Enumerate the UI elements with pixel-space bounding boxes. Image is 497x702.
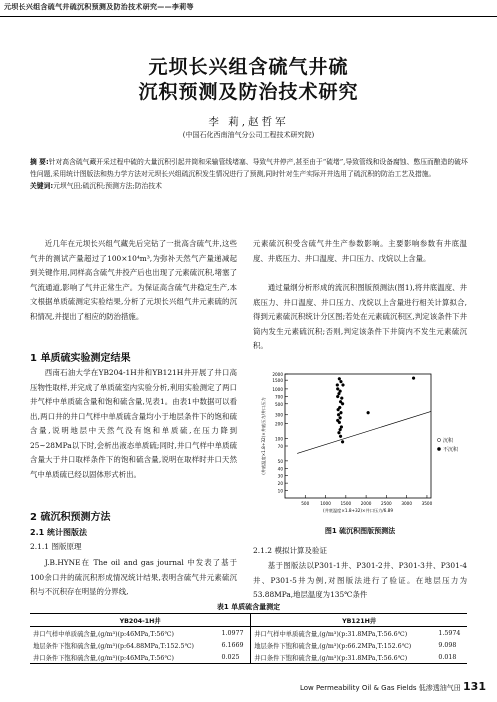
table-header-row [30,614,467,627]
title-line-1: 元坝长兴组含硫气井硫 [148,56,349,78]
x-tick-label: 2000 [360,501,372,506]
right-paragraph-1: 元素硫沉积受含硫气井生产参数影响。主要影响参数有井底温度、井底压力、井口温度、井口压力、戊烷以上含量。 [253,239,467,263]
table-cell: 井口气样中单质硫含量,(g/m³)(p:46MPa,T:56℃) [33,630,174,638]
data-point [337,408,340,411]
y-tick-label: 200 [275,421,283,427]
right-paragraph-3: 基于图版法以P301-1井、P301-2井、P301-3井、P301-4井、P301-5井为例,对图版法进行了验证。在地层压力为53.88MPa,地层温度为135℃条件 [253,561,467,599]
table-cell: 地层条件下饱和硫含量,(g/m³)(p:66.2MPa,T:152.6℃) [251,639,436,651]
y-tick-label: 20 [277,481,283,487]
y-tick-label: 300 [275,412,283,418]
data-point [338,431,341,434]
x-tick-label: 3500 [421,501,433,506]
y-tick-label: 30 [277,473,283,479]
data-point [340,397,343,400]
section-2-1-2-title: 2.1.2 模拟计算及验证 [253,546,327,555]
footer-journal: Low Permeability Oil & Gas Fields 低渗透油气田 [300,684,461,692]
table-cell: 0.025 [219,651,251,664]
x-tick-label: 1000 [320,501,331,506]
section-2-1-title: 2.1 统计图版法 [30,528,87,537]
section-2-1-1-paragraph: J.B.HYNE在 The oil and gas journal 中发表了基于100余口井的硫沉积形成情况统计结果,表明含硫气井元素硫沉积与不沉积存在明显的分界线, [30,558,237,596]
data-point [340,380,343,383]
data-point [342,384,345,387]
table-cell: 1.0977 [221,629,244,637]
y-tick-label: 2000 [272,372,283,377]
data-point [340,426,343,429]
y-axis-label: (井底温度×1.8+32)×井底压力/井口压力 [261,397,266,475]
abstract-block [30,156,470,192]
data-point [367,411,370,414]
data-point [338,377,341,380]
sulfur-content-table [30,613,467,664]
table-row [30,639,467,651]
x-tick-label: 1500 [340,501,352,506]
table-cell: 6.1669 [221,641,244,649]
data-point [338,421,341,424]
page-number: 131 [463,680,486,693]
legend-marker [437,447,440,450]
y-tick-label: 100 [275,436,283,442]
table-cell: 0.018 [435,651,467,664]
section-1-paragraph: 西南石油大学在YB204-1H井和YB121H井开展了井口高压物性取样,并完成了单质硫室内实验分析,利用实验测定了两口井气样中单质硫含量和饱和硫含量,见表1。由表1中数据可以看出,两口井的井口气样中单质硫含量均小于地层条件下的饱和硫含量,说明地层中天然气没有饱和单质硫,在压力降到25~28MPa以下时,会析出液态单质硫;同时,井口气样中单质硫含量大于井口取样条件下的饱和硫含量,说明在取样时井口天然气中单质硫已经以固体形式析出。 [30,368,237,479]
y-tick-label: 1500 [272,378,283,384]
abstract-text: 针对高含硫气藏开采过程中硫的大量沉积引起井筒和采输管线堵塞、导致气井停产,甚至由于“硫堵”,导致管线和设备腐蚀、憋压而酿造的破坏性问题,采用统计图版法和热力学方法对元坝长兴组硫沉积发生情况进行了预测,同时针对生产实际开井选用了硫沉积的防治工艺及措施。 [30,158,468,178]
legend-label: 沉积 [443,438,454,444]
section-2-1-1-title: 2.1.1 图版原理 [30,542,82,551]
sulfur-deposition-chart [253,368,467,524]
y-tick-label: 10 [277,488,283,494]
table-row [30,651,467,664]
data-point [336,384,339,387]
authors: 李 莉,赵哲军 [208,116,289,128]
data-point [340,411,343,414]
table-cell: 地层条件下饱和硫含量,(g/m³)(p:64.88MPa,T:152.5℃) [33,642,194,650]
keywords-text: 元坝气田;硫沉积;预测方法;防治技术 [53,182,162,190]
running-header: 元坝长兴组含硫气井硫沉积预测及防治技术研究——李莉等 [4,3,194,11]
y-tick-label: 70 [277,444,283,449]
abstract-label: 摘 要: [30,158,49,166]
y-tick-label: 500 [275,401,283,407]
table-caption: 表1 单质硫含量测定 [216,603,281,611]
table-cell: 井口气样中单质硫含量,(g/m³)(p:31.8MPa,T:56.6℃) [251,627,436,640]
table-cell: 1.5974 [438,629,461,637]
table-cell: 井口条件下饱和硫含量,(g/m³)(p:46MPa,T:56℃) [30,651,219,664]
data-point [336,387,339,390]
data-point [336,395,339,398]
affiliation: (中国石化西南油气分公司工程技术研究院) [182,131,315,139]
section-2-title: 2 硫沉积预测方法 [30,512,111,523]
table-header-yb121: YB121H井 [251,614,467,627]
table-header-yb204: YB204-1H井 [30,614,251,627]
data-point [339,428,342,431]
x-tick-label: 500 [301,501,310,506]
y-tick-label: 40 [277,466,283,472]
legend-label: 不沉积 [443,447,459,453]
plot-frame [285,374,431,498]
boundary-line [297,411,431,453]
x-axis-label: (井底温度×1.8+32)×井口压力/6.89 [322,508,394,513]
title-line-2: 沉积预测及防治技术研究 [138,81,359,103]
right-paragraph-2: 通过量纲分析形成的流沉积图版预测法(图1),将井底温度、井底压力、井口温度、井口压力、戊烷以上含量进行相关计算拟合,得到元素硫沉积统计分区图;若处在元素硫沉积区,判定该条件下井筒内发生元素硫沉积;否则,判定该条件下井筒内不发生元素硫沉积。 [253,283,467,350]
figure-caption: 图1 硫沉积图版预测法 [324,527,396,535]
data-point [341,402,344,405]
legend-marker [437,438,440,441]
y-tick-label: 1000 [272,386,283,392]
keywords-label: 关键词: [30,182,54,190]
table-cell: 9.098 [438,641,457,649]
data-point [339,416,342,419]
data-point [341,440,344,443]
data-point [339,435,342,438]
x-tick-label: 3000 [401,501,413,506]
page-footer [300,680,486,693]
table-row [30,627,467,640]
data-point [337,413,340,416]
data-point [412,377,415,380]
table-cell: 井口条件下饱和硫含量,(g/m³)(p:31.8MPa,T:56.6℃) [251,651,436,664]
y-tick-label: 700 [275,394,283,400]
y-tick-label: 50 [277,458,283,464]
intro-paragraph: 近几年在元坝长兴组气藏先后完钻了一批高含硫气井,这些气井的测试产量超过了100×10⁴m³,为弥补天然气产量递减起到关键作用,同样高含硫气井投产后也出现了元素硫沉积,堵塞了气流通道,影响了气井正常生产。为保证高含硫气井稳定生产,本文根据单质硫测定实验结果,分析了元坝长兴组气井元素硫的沉积情况,并提出了相应的防治措施。 [30,239,237,321]
x-tick-label: 2500 [381,501,392,506]
data-point [339,390,342,393]
section-1-title: 1 单质硫实验测定结果 [30,353,131,364]
